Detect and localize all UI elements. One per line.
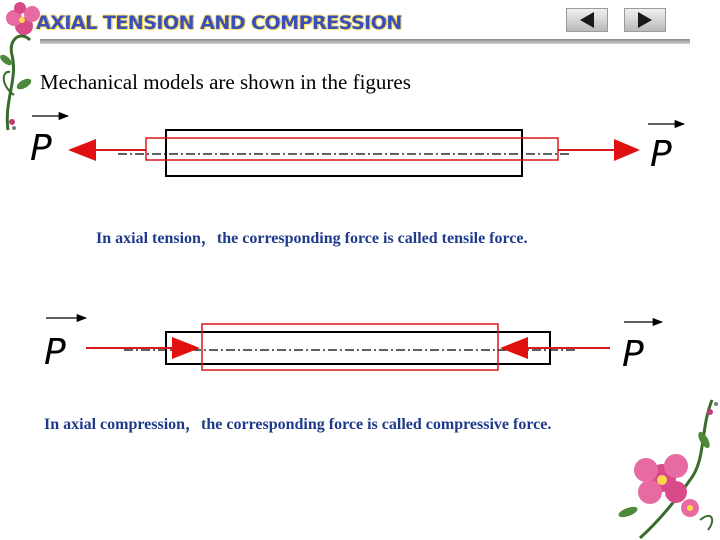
free-body-frame (146, 138, 558, 160)
bar-body (166, 332, 550, 364)
arrowhead-right-icon (172, 337, 200, 359)
force-label-left: P (30, 128, 52, 169)
force-label-left: P (44, 332, 66, 373)
arrowhead-right-icon (614, 139, 640, 161)
bar-body (166, 130, 522, 176)
arrowhead-left-icon (500, 337, 528, 359)
section-heading: Mechanical models are shown in the figures (40, 70, 411, 94)
compression-diagram (44, 318, 662, 375)
force-label-right: P (650, 134, 672, 175)
tension-caption: In axial tension，the corresponding force is called tensile force. (96, 230, 528, 247)
tension-diagram (30, 116, 684, 176)
compression-caption: In axial compression，the corresponding force is called compressive force. (44, 416, 552, 433)
slide-title: AXIAL TENSION AND COMPRESSION (36, 12, 402, 34)
arrowhead-left-icon (68, 139, 96, 161)
force-label-right: P (622, 334, 644, 375)
